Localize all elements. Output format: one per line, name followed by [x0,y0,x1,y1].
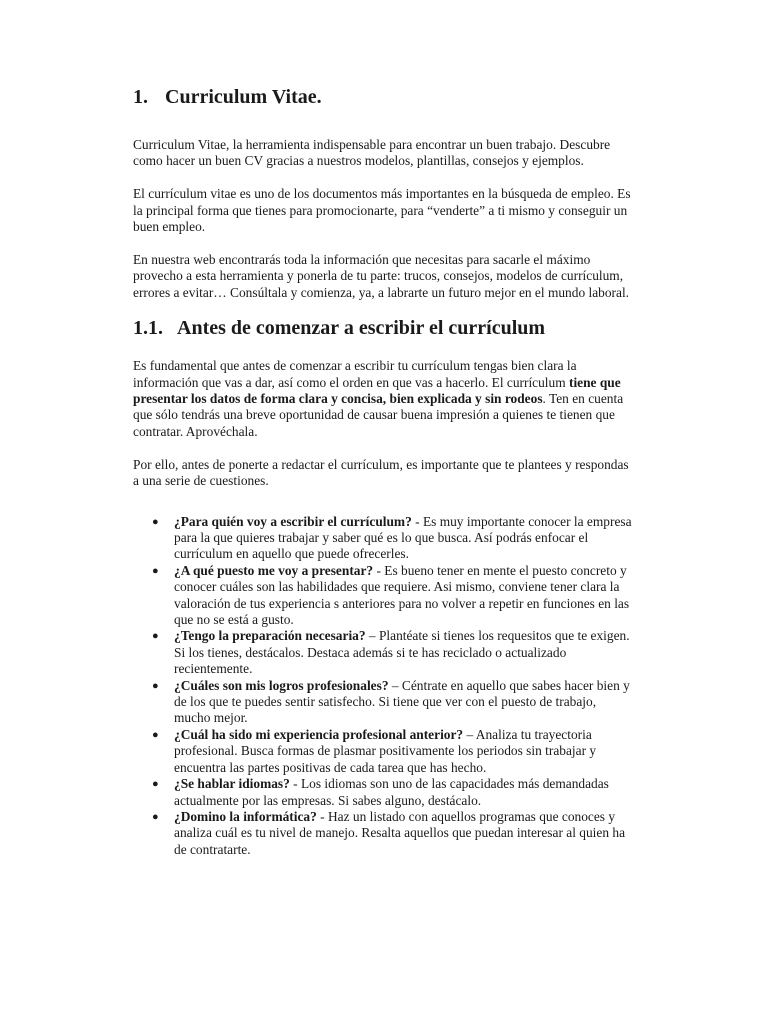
answer: – Plantéate si tienes los requesitos que te exigen. Si los tienes, destácalos. Destaca además si te has reciclado o actualizado recientemente. [174,628,630,677]
list-item [133,628,635,677]
bullet-icon: ● [152,679,159,692]
intro-paragraph-2: El currículum vitae es uno de los documentos más importantes en la búsqueda de empleo. Es la principal forma que tienes para promocionarte, para “venderte” a ti mismo y conseguir un buen empleo. [133,186,631,235]
section-1-1-number: 1.1. [133,317,163,340]
bullet-icon: ● [152,728,159,741]
intro-paragraph-3: En nuestra web encontrarás toda la información que necesitas para sacarle el máximo provecho a esta herramienta y ponerla de tu parte: trucos, consejos, modelos de currículum, errores a evitar… Consúltala y comienza, ya, a labrarte un futuro mejor en el mundo laboral. [133,252,630,300]
questions-list [133,514,635,859]
bullet-icon: ● [152,810,159,823]
answer: – Céntrate en aquello que sabes hacer bien y de los que te puedes sentir satisfecho. Si tiene que ver con el puesto de trabajo, mucho mejor. [174,677,630,726]
document-page [133,84,635,858]
section-1-title: Curriculum Vitae. [165,86,322,108]
bullet-icon: ● [152,630,159,643]
section-1-1-title: Antes de comenzar a escribir el currículum [177,317,546,340]
question: ¿Cuáles son mis logros profesionales? [174,677,389,693]
section-1-heading [133,84,635,110]
question: ¿Domino la informática? [174,808,317,824]
bullet-icon: ● [152,564,159,577]
list-item [133,776,635,809]
question: ¿Se hablar idiomas? [174,776,290,792]
answer: - Haz un listado con aquellos programas que conoces y analiza cuál es tu nivel de manejo. Resalta aquellos que puedan interesar al quien ha de contratarte. [174,808,626,857]
question: ¿A qué puesto me voy a presentar? [174,562,374,578]
list-item [133,563,635,629]
section-1-number: 1. [133,86,148,108]
answer: - Los idiomas son uno de las capacidades más demandadas actualmente por las empresas. Si sabes alguno, destácalo. [174,776,609,808]
list-item [133,514,635,563]
section-1-1-heading [133,315,635,341]
answer: - Es muy importante conocer la empresa para la que quieres trabajar y saber qué es lo que busca. Así podrás enfocar el currículum en aquello que puede ofrecerles. [174,513,632,562]
question: ¿Cuál ha sido mi experiencia profesional anterior? [174,726,464,742]
answer: – Analiza tu trayectoria profesional. Busca formas de plasmar positivamente los periodos sin trabajar y encuentra las partes positivas de cada tarea que has hecho. [174,726,597,775]
answer: - Es bueno tener en mente el puesto concreto y conocer cuáles son las habilidades que requiere. Asi mismo, conviene tener clara la valoración de tus experiencia s anteriores para no volver a repetir en funciones en las que no se está a gusto. [174,562,630,628]
p1-text-c: . Ten en cuenta que sólo tendrás una breve oportunidad de causar buena impresión a quienes te tienen que contratar. Aprovéchala. [133,391,624,439]
section-1-1-paragraph-1 [133,358,635,440]
question: ¿Para quién voy a escribir el currículum? [174,513,412,529]
p1-emphasis: tiene que presentar los datos de forma clara y concisa, bien explicada y sin rodeos [133,374,621,407]
p1-text-a: Es fundamental que antes de comenzar a escribir tu currículum tengas bien clara la información que vas a dar, así como el orden en que vas a hacerlo. El currículum [133,358,577,390]
question: ¿Tengo la preparación necesaria? [174,628,366,644]
list-item [133,678,635,727]
section-1-1-paragraph-2: Por ello, antes de ponerte a redactar el currículum, es importante que te plantees y respondas a una serie de cuestiones. [133,456,629,489]
bullet-icon: ● [152,778,159,791]
list-item [133,727,635,776]
intro-paragraph-1: Curriculum Vitae, la herramienta indispensable para encontrar un buen trabajo. Descubre como hacer un buen CV gracias a nuestros modelos, plantillas, consejos y ejemplos. [133,137,611,169]
bullet-icon: ● [152,515,159,528]
list-item [133,809,635,858]
